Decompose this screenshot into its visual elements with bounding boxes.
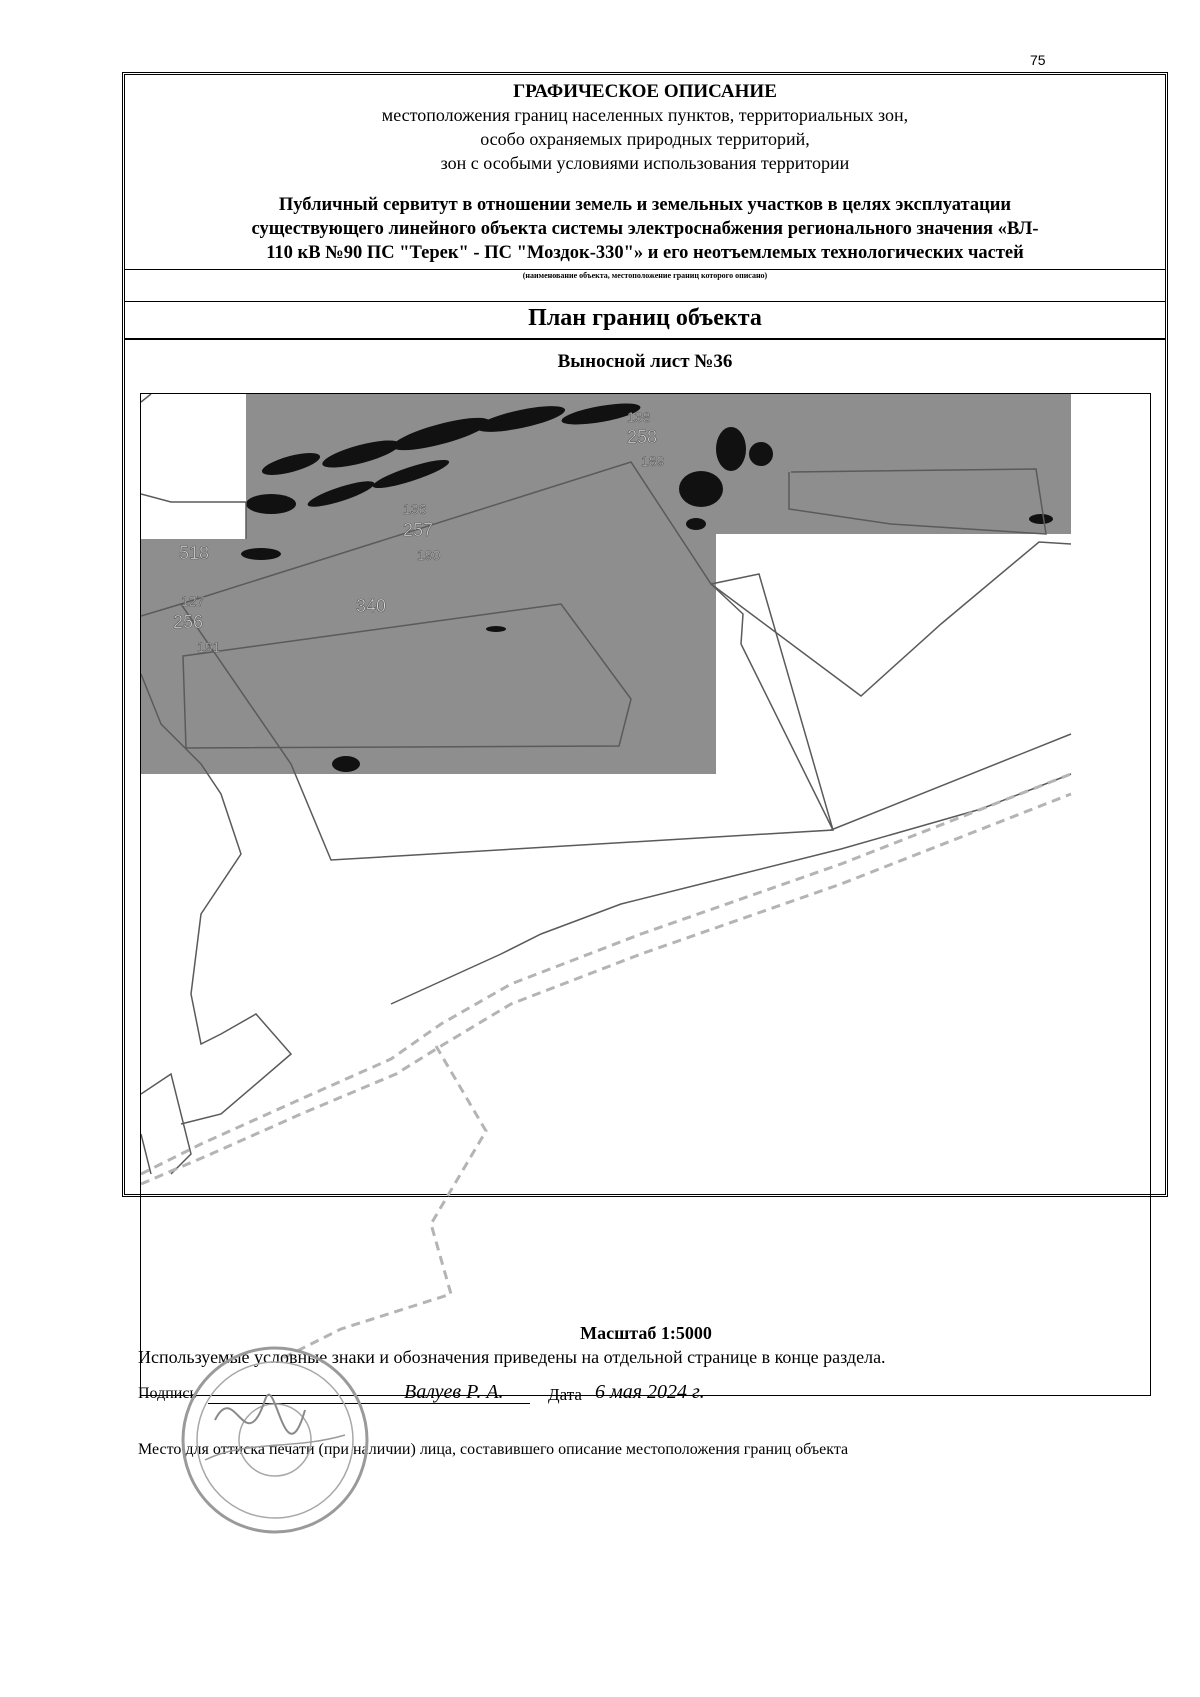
parcel-label-340: 340 <box>356 596 387 616</box>
block-a-label-1: 138 <box>627 409 651 425</box>
object-name-line-1: Публичный сервитут в отношении земель и земельных участков в целях эксплуатации <box>278 195 1012 215</box>
map-frame <box>140 393 1151 1396</box>
date-label: Дата <box>548 1385 582 1404</box>
seal-stamp <box>175 1340 375 1540</box>
block-c-label-1: 127 <box>181 593 205 609</box>
block-b-label-3: 190 <box>417 547 441 563</box>
block-b-label-2: 257 <box>403 520 434 540</box>
subtitle-line-2: особо охраняемых природных территорий, <box>480 129 810 149</box>
object-name-line-2: существующего линейного объекта системы электроснабжения регионального значения «ВЛ- <box>251 219 1039 239</box>
parcel-label-518: 518 <box>179 543 210 563</box>
object-name-caption: (наименование объекта, местоположение границ которого описано) <box>522 271 768 280</box>
page-number: 75 <box>1030 52 1046 68</box>
signature-label: Подпись <box>138 1385 197 1402</box>
header-box <box>125 75 1165 340</box>
sheet-title: Выносной лист №36 <box>557 351 733 372</box>
map-scale: Масштаб 1:5000 <box>580 1323 712 1343</box>
object-name-rule <box>125 269 1165 270</box>
satellite-area-lower <box>141 539 716 774</box>
legend-note: Используемые условные знаки и обозначения приведены на отдельной странице в конце раздела. <box>138 1347 886 1367</box>
document-frame <box>122 72 1168 1197</box>
date-value: 6 мая 2024 г. <box>595 1381 705 1403</box>
object-name-line-3: 110 кВ №90 ПС "Терек" - ПС "Моздок-330"» и его неотъемлемых технологических частей <box>266 243 1024 263</box>
document-title: ГРАФИЧЕСКОЕ ОПИСАНИЕ <box>513 81 777 102</box>
block-c-label-3: 191 <box>197 639 221 655</box>
subtitle-line-1: местоположения границ населенных пунктов, территориальных зон, <box>381 105 909 125</box>
object-name <box>165 193 1125 265</box>
block-b-label-1: 136 <box>403 501 427 517</box>
boundary-map <box>141 394 1150 1395</box>
subtitle-line-3: зон с особыми условиями использования территории <box>440 153 850 173</box>
stamp-note: Место для оттиска печати (при наличии) лица, составившего описание местоположения границ объекта <box>138 1441 849 1458</box>
plan-title: План границ объекта <box>528 305 762 331</box>
signer-name: Валуев Р. А. <box>404 1381 504 1403</box>
servitude-dashed-boundary <box>141 774 1071 1359</box>
block-a-label-3: 189 <box>641 453 665 469</box>
caption-rule <box>125 301 1165 302</box>
block-c-label-2: 256 <box>173 612 204 632</box>
block-a-label-2: 258 <box>627 427 658 447</box>
